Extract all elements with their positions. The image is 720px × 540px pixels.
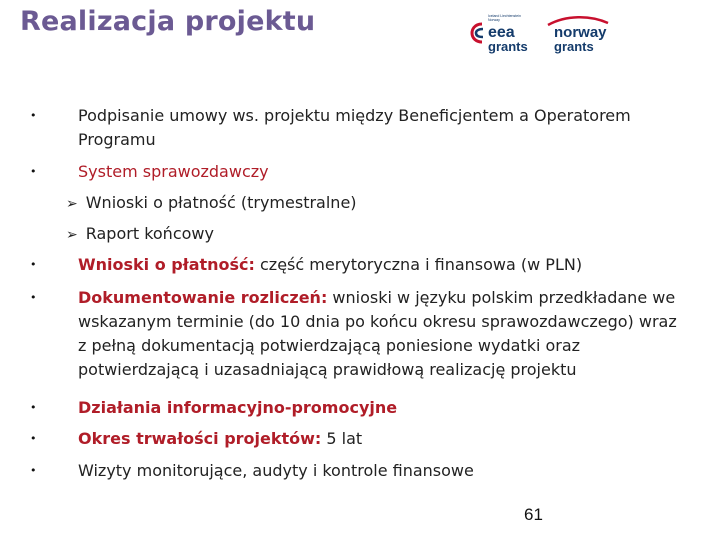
bullet-dot: • — [30, 165, 37, 178]
bullet-item — [78, 253, 678, 277]
eea-logo-line1: eea — [488, 24, 515, 41]
bullet-label: Dokumentowanie rozliczeń: — [78, 288, 328, 307]
bullet-item: Wizyty monitorujące, audyty i kontrole finansowe — [78, 461, 474, 480]
norway-logo-line2: grants — [554, 39, 594, 54]
bullet-dot: • — [30, 291, 37, 304]
bullet-label: Wnioski o płatność: — [78, 255, 255, 274]
page-number: 61 — [524, 505, 543, 524]
sub-item-label: Wnioski o płatność (trymestralne) — [85, 193, 357, 212]
bullet-item: Działania informacyjno-promocyjne — [78, 398, 398, 417]
bullet-dot: • — [30, 464, 37, 477]
eea-tiny-text: Iceland Liechtenstein Norway — [488, 14, 521, 22]
bullet-dot: • — [30, 258, 37, 271]
sub-item — [66, 222, 214, 247]
eea-logo-line2: grants — [488, 39, 528, 54]
sub-item-label: Raport końcowy — [85, 224, 214, 243]
bullet-item: Podpisanie umowy ws. projektu między Beneficjentem a Operatorem Programu — [78, 106, 631, 149]
bullet-text: 5 lat — [321, 429, 363, 448]
norway-logo-line1: norway — [554, 24, 607, 41]
sub-item — [66, 191, 357, 216]
bullet-label: Okres trwałości projektów: — [78, 429, 322, 448]
bullet-dot: • — [30, 401, 37, 414]
slide-title: Realizacja projektu — [20, 6, 316, 37]
bullet-item: System sprawozdawczy — [78, 162, 269, 181]
arrow-bullet-icon: ➢ — [66, 196, 78, 212]
bullet-dot: • — [30, 109, 37, 122]
arrow-bullet-icon: ➢ — [66, 227, 78, 243]
bullet-item — [78, 427, 678, 451]
bullet-text: wnioski w języku polskim przedkładane we wskazanym terminie (do 10 dnia po końcu okresu sprawozdawczego) wraz z pełną dokumentacją potwierdzającą poniesione wydatki oraz potwierdzającą i uzasadniającą prawidłową realizację projektu — [78, 288, 677, 379]
bullet-item — [78, 286, 678, 382]
bullet-dot: • — [30, 432, 37, 445]
bullet-text: część merytoryczna i finansowa (w PLN) — [254, 255, 583, 274]
